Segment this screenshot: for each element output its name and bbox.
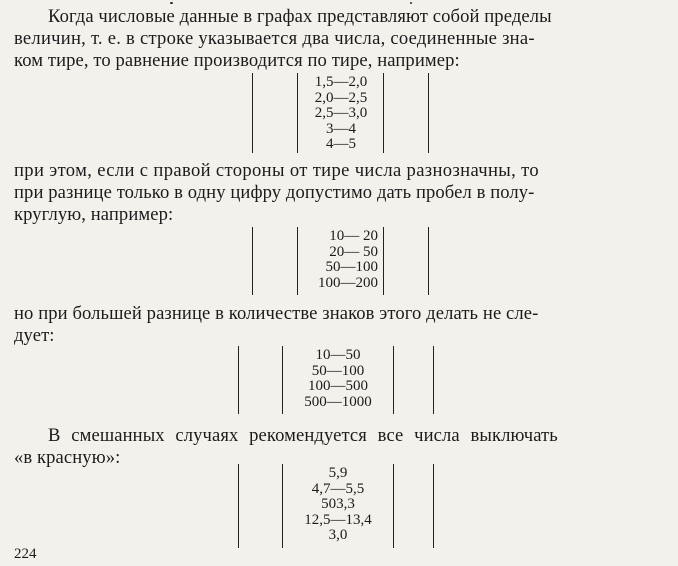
paragraph-ranges-intro (14, 6, 664, 72)
page-number: 224 (14, 546, 37, 562)
table-cell: 10— 20 (329, 228, 378, 244)
table-cell: 2,5—3,0 (314, 105, 368, 122)
table-cell: 500—1000 (304, 393, 372, 410)
table-column (302, 229, 378, 291)
text-line: при разнице только в одну цифру допустимо дать пробел в полу- (14, 182, 535, 203)
example-table-centered (236, 464, 436, 548)
table-cell: 100—200 (318, 274, 378, 291)
table-rule (252, 227, 253, 295)
table-cell: 12,5—13,4 (304, 511, 372, 528)
table-rule (428, 73, 429, 153)
table-cell: 50—100 (325, 259, 378, 276)
paragraph-mixed-cases (14, 425, 664, 469)
table-rule (238, 464, 239, 548)
text-line: но при большей разнице в количестве знаков этого делать не сле- (14, 303, 539, 324)
table-column (288, 348, 388, 410)
table-cell: 10—50 (315, 347, 361, 363)
table-rule (393, 346, 394, 414)
paragraph-larger-difference (14, 303, 664, 347)
table-rule (383, 73, 384, 153)
table-cell: 2,0—2,5 (314, 89, 368, 106)
table-rule (433, 346, 434, 414)
table-rule (282, 464, 283, 548)
table-rule (393, 464, 394, 548)
text-line: В смешанных случаях рекомендуется все числа выключать (48, 425, 558, 446)
print-speck (170, 2, 173, 4)
table-rule (433, 464, 434, 548)
text-line: величин, т. е. в строке указывается два числа, соединенные зна- (14, 28, 535, 49)
table-rule (297, 73, 298, 153)
print-speck (410, 2, 412, 4)
table-cell: 503,3 (321, 496, 355, 513)
table-cell: 100—500 (308, 378, 368, 395)
text-line: при этом, если с правой стороны от тире числа разнозначны, то (14, 160, 540, 181)
paragraph-half-space-rule (14, 160, 664, 226)
table-cell: 3,0 (328, 527, 348, 544)
table-rule (282, 346, 283, 414)
table-column (302, 75, 380, 153)
table-cell: 4,7—5,5 (311, 480, 365, 497)
table-cell: 3—4 (326, 120, 356, 137)
example-table-half-space (250, 227, 430, 295)
table-rule (252, 73, 253, 153)
table-cell: 50—100 (311, 362, 365, 379)
text-line: круглую, например: (14, 204, 174, 225)
example-table-no-space (236, 346, 436, 414)
text-line: «в красную»: (14, 447, 121, 468)
table-cell: 20— 50 (329, 243, 378, 260)
table-rule (238, 346, 239, 414)
text-line: дует: (14, 325, 55, 346)
table-cell: 5,9 (328, 465, 348, 481)
text-line: ком тире, то равнение производится по тире, например: (14, 50, 460, 71)
table-rule (383, 227, 384, 295)
text-line: Когда числовые данные в графах представляют собой пределы (48, 6, 552, 27)
table-cell: 4—5 (326, 136, 356, 153)
table-column (288, 466, 388, 544)
example-table-dash-aligned (250, 73, 430, 153)
table-rule (428, 227, 429, 295)
table-rule (297, 227, 298, 295)
table-cell: 1,5—2,0 (314, 74, 368, 90)
